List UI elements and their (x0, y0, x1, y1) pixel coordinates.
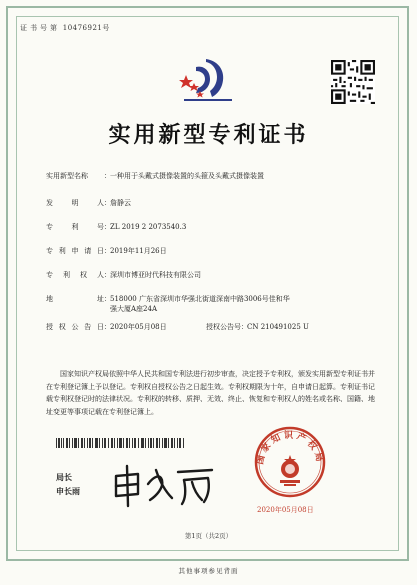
field-value: 詹静云 (110, 199, 131, 207)
qr-code-icon (331, 60, 375, 104)
director-signature (108, 462, 218, 508)
director-name: 申长雨 (56, 486, 80, 496)
field-utility-model-name: 实用新型名称 ：一种用于头戴式摄像装置的头箍及头戴式摄像装置 (46, 172, 264, 180)
seal-date: 2020年05月08日 (257, 506, 314, 514)
field-label: 发明人 (46, 199, 104, 207)
field-value: 深圳市博亚时代科技有限公司 (110, 271, 201, 279)
field-label: 授权公告日 (46, 323, 104, 331)
barcode-icon (56, 438, 186, 448)
field-value: 2019年11月26日 (110, 247, 167, 255)
field-grant-announcement-date: 授权公告日：2020年05月08日 (46, 323, 167, 331)
director-title: 局长 (56, 472, 72, 482)
official-seal (253, 425, 327, 511)
field-value: 一种用于头戴式摄像装置的头箍及头戴式摄像装置 (110, 172, 264, 180)
seal-text: 国家知识产权局 (255, 431, 325, 466)
field-filing-date: 专利申请日：2019年11月26日 (46, 247, 167, 255)
certificate-number (20, 23, 110, 33)
field-label: 地址 (46, 295, 104, 303)
bottom-note: 其他事项参见背面 (178, 567, 239, 575)
field-label: 专利号 (46, 223, 104, 231)
field-label: 授权公告号 (206, 323, 241, 331)
cnipa-logo-icon (176, 55, 240, 105)
page-number: 第1页（共2页） (184, 532, 233, 540)
field-value: CN 210491025 U (247, 323, 309, 331)
field-patent-number: 专利号：ZL 2019 2 2073540.3 (46, 223, 187, 231)
field-label: 实用新型名称 (46, 172, 88, 180)
certificate-body-text: 国家知识产权局依照中华人民共和国专利法进行初步审查，决定授予专利权，颁发实用新型专利证书并在专利登记簿上予以登记。专利权自授权公告之日起生效。专利权期限为十年，自申请日起算。专利证书记载专利权登记时的法律状况。专利权的转移、质押、无效、终止、恢复和专利权人的姓名或名称、国籍、地址变更等事项记载在专利登记簿上。 (46, 370, 375, 416)
field-value: ZL 2019 2 2073540.3 (110, 223, 187, 231)
field-grant-announcement-number: 授权公告号：CN 210491025 U (206, 323, 309, 331)
field-label: 专利申请日 (46, 247, 104, 255)
certificate-number-value: 10476921号 (62, 24, 110, 32)
field-value: 518000 广东省深圳市华强北街道深南中路3006号佳和华强大厦A座24A (110, 295, 290, 313)
field-label: 专利权人 (46, 271, 104, 279)
field-inventor: 发明人：詹静云 (46, 199, 131, 207)
field-patentee: 专利权人：深圳市博亚时代科技有限公司 (46, 271, 201, 279)
field-address: 地址 ： 518000 广东省深圳市华强北街道深南中路3006号佳和华强大厦A座24A (46, 295, 290, 313)
certificate-number-label: 证书号第 (20, 24, 60, 32)
certificate-title: 实用新型专利证书 (108, 122, 309, 148)
field-value: 2020年05月08日 (110, 323, 167, 331)
